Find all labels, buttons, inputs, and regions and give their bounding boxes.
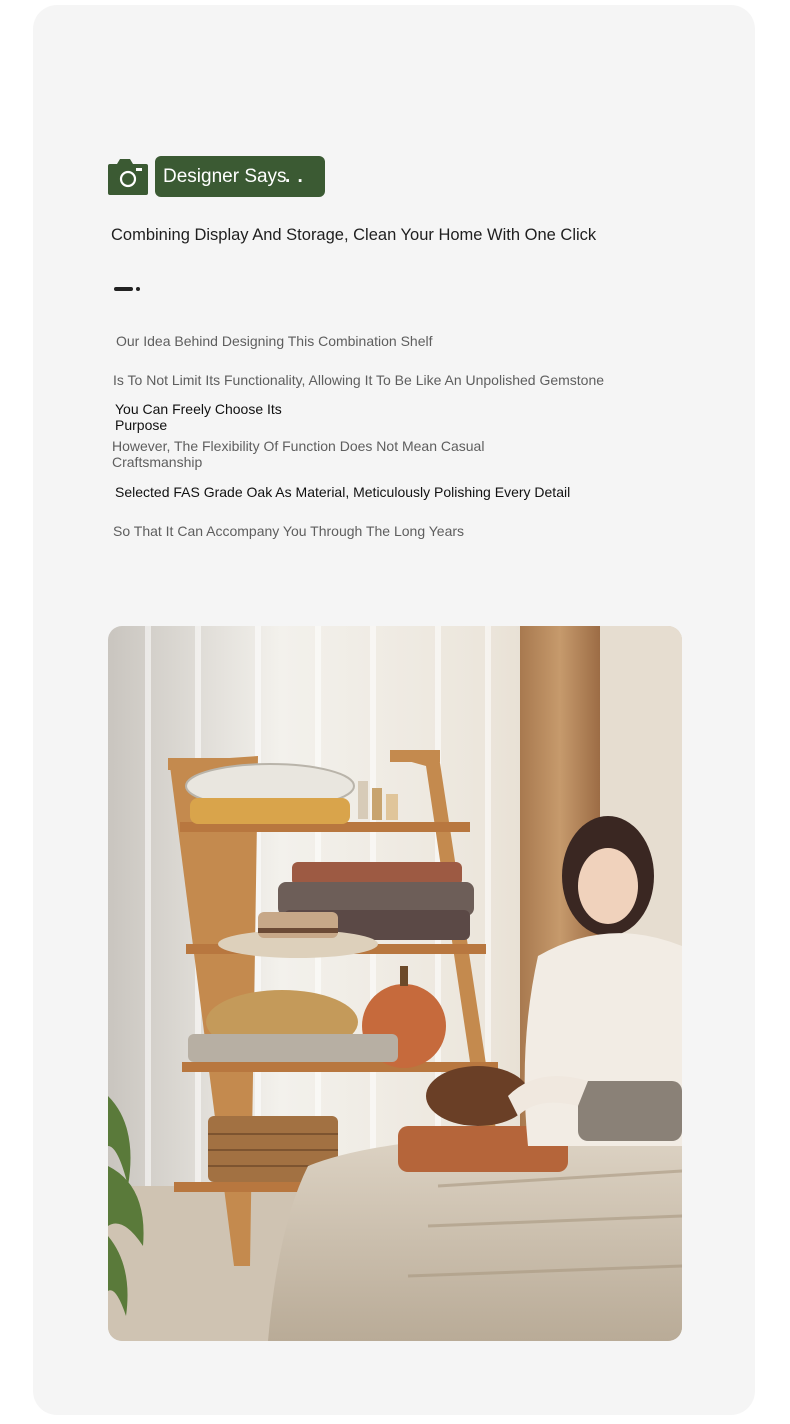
paragraph-3-line-2: Purpose [115, 417, 168, 433]
designer-says-header [108, 156, 325, 197]
camera-icon [108, 158, 148, 195]
badge-dots: . . [285, 166, 304, 187]
paragraph-6: So That It Can Accompany You Through The Long Years [113, 523, 465, 539]
paragraph-4-line-1: However, The Flexibility Of Function Does Not Mean Casual [112, 438, 485, 454]
badge-label: Designer Says [163, 166, 287, 187]
paragraph-1: Our Idea Behind Designing This Combination Shelf [116, 333, 433, 349]
paragraph-5: Selected FAS Grade Oak As Material, Meticulously Polishing Every Detail [115, 484, 571, 500]
paragraph-4-line-2: Craftsmanship [112, 454, 203, 470]
product-photo [108, 626, 682, 1341]
paragraph-2: Is To Not Limit Its Functionality, Allowing It To Be Like An Unpolished Gemstone [113, 372, 605, 388]
headline: Combining Display And Storage, Clean Your Home With One Click [111, 226, 597, 244]
paragraph-3-line-1: You Can Freely Choose Its [115, 401, 282, 417]
designer-says-badge [155, 156, 325, 197]
